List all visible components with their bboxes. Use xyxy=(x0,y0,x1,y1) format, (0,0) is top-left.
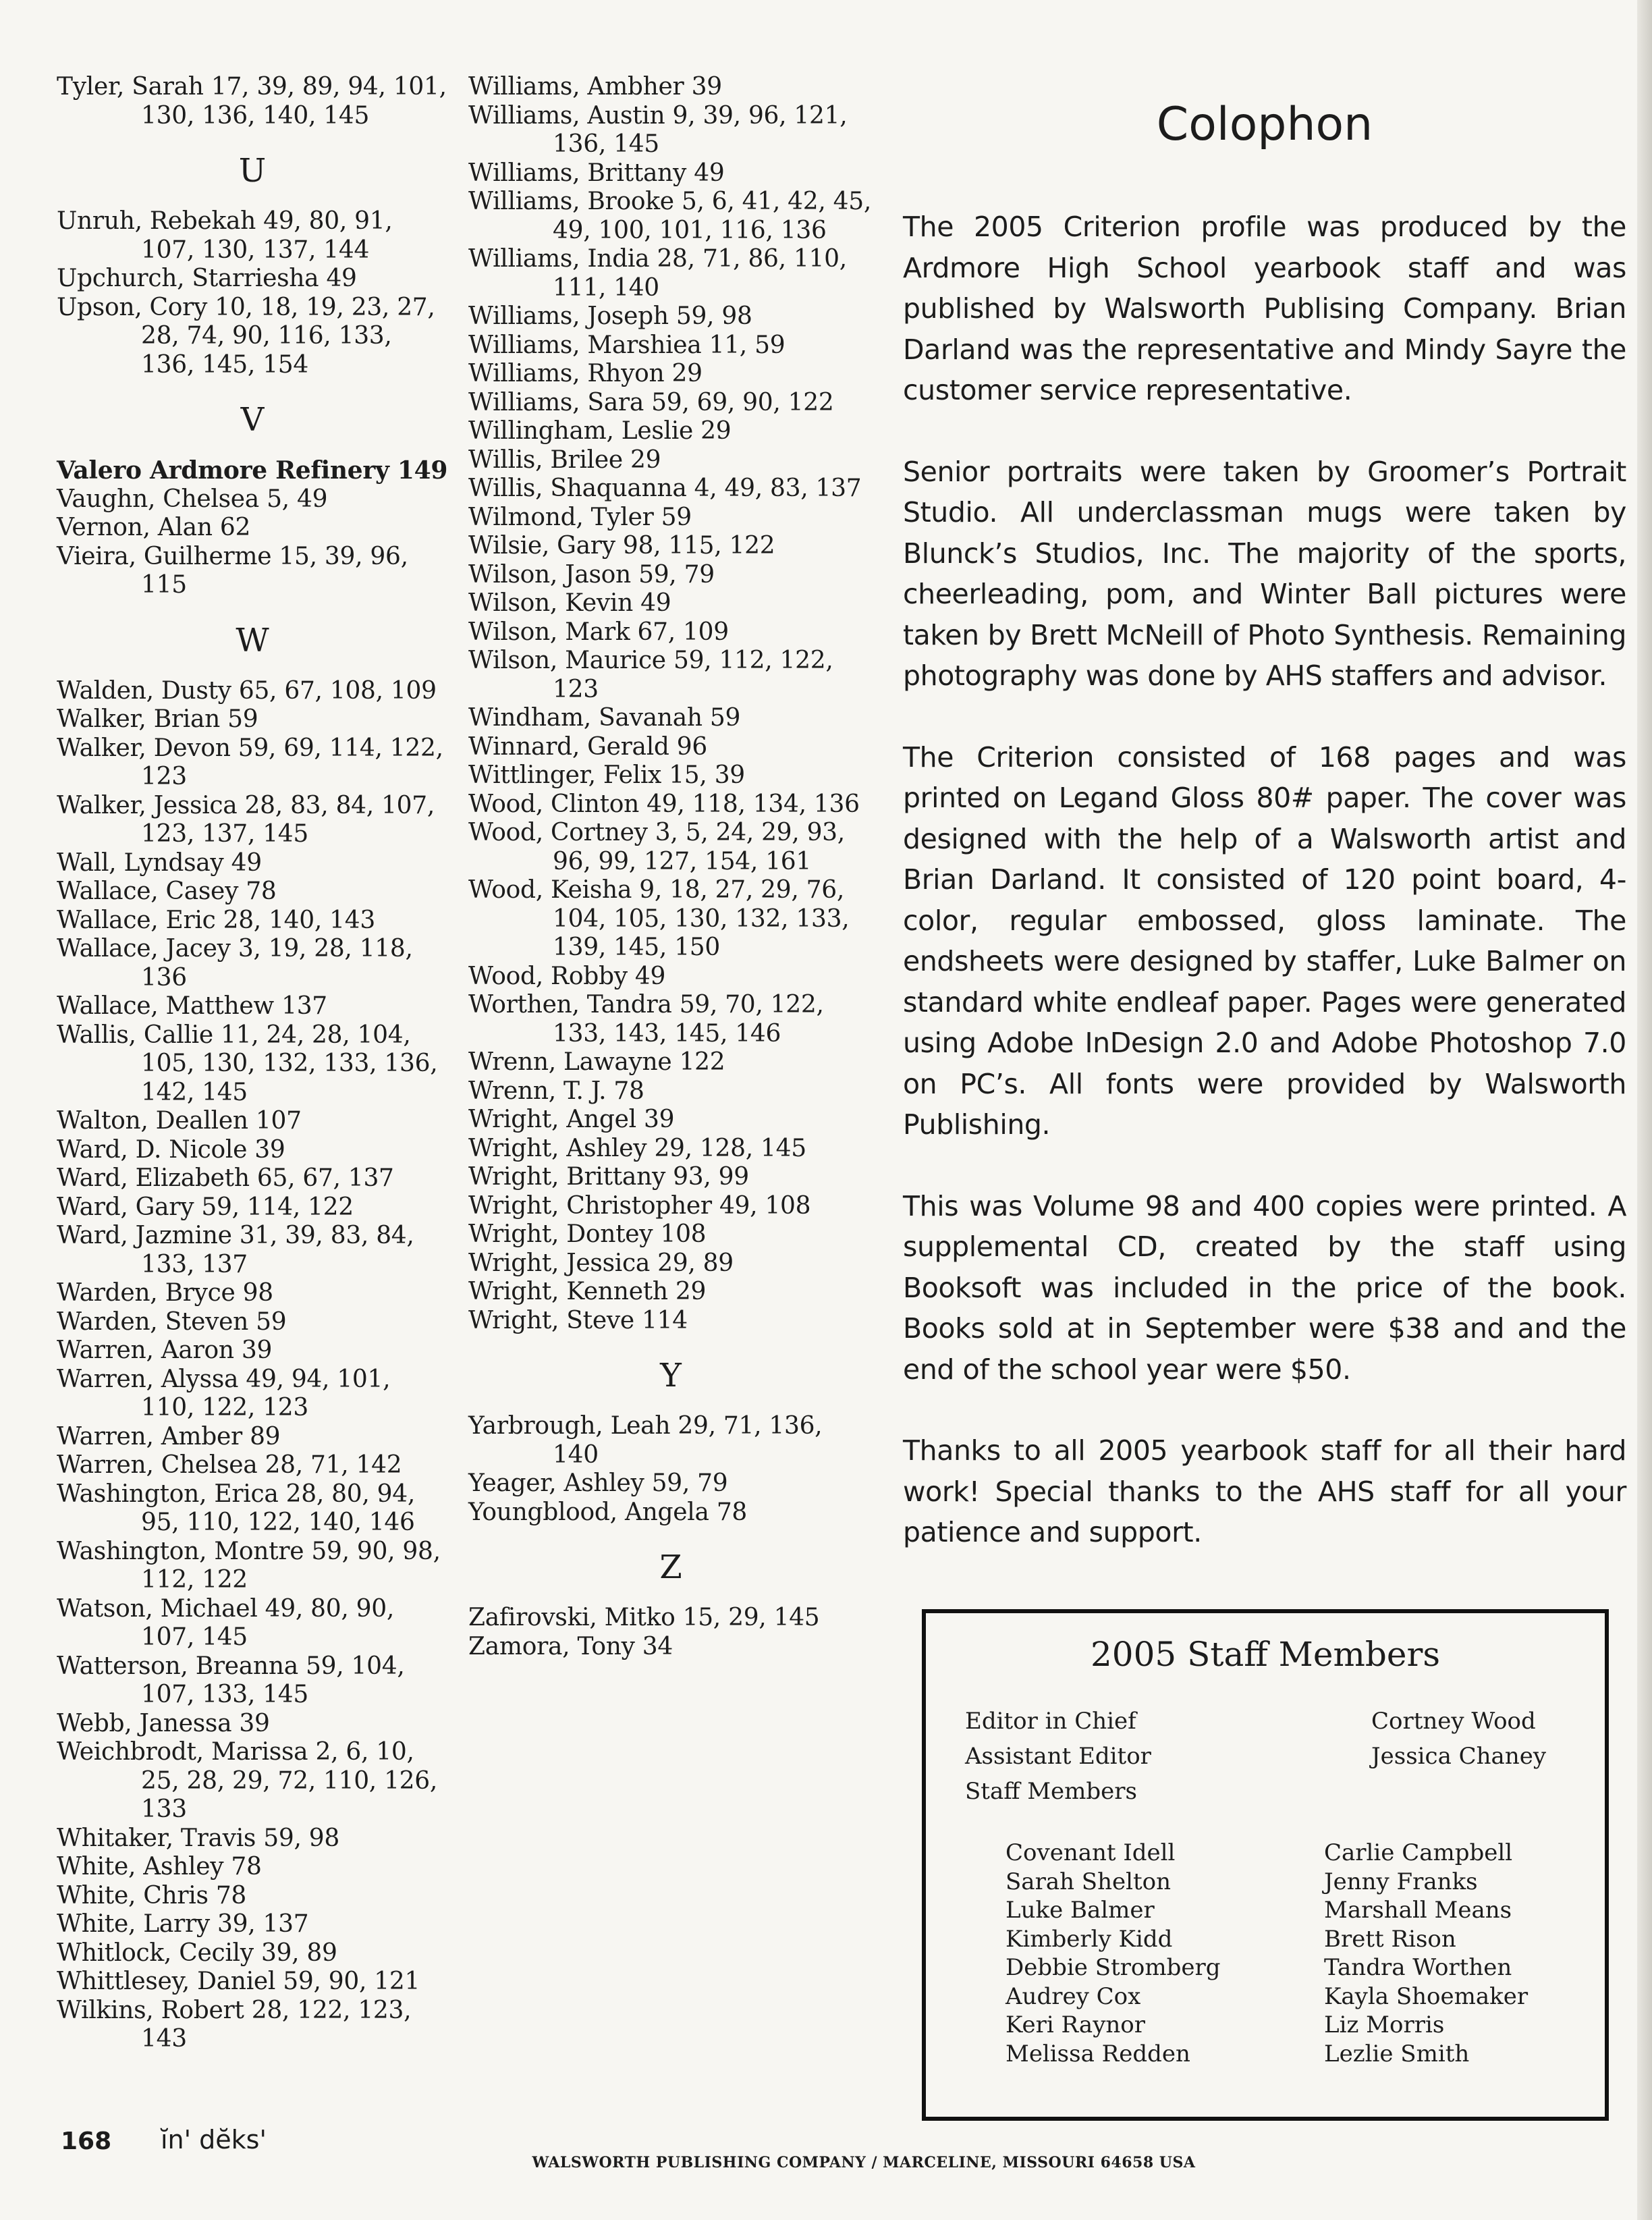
index-entry: Wilkins, Robert 28, 122, 123, 143 xyxy=(57,1996,412,2053)
page-number: 168 xyxy=(61,2128,112,2155)
index-letter-heading: Z xyxy=(659,1548,682,1586)
staff-member-name: Keri Raynor xyxy=(1006,2011,1146,2038)
index-entry: Windham, Savanah 59 xyxy=(468,704,741,732)
index-entry: Watson, Michael 49, 80, 90, 107, 145 xyxy=(57,1594,395,1651)
index-letter-heading: U xyxy=(238,152,267,190)
index-entry: Walker, Jessica 28, 83, 84, 107, 123, 137, 145 xyxy=(57,791,435,848)
index-entry: Upson, Cory 10, 18, 19, 23, 27, 28, 74, 90, 116, 133, 136, 145, 154 xyxy=(57,293,435,379)
index-entry: Williams, Rhyon 29 xyxy=(468,360,703,387)
staff-member-name: Lezlie Smith xyxy=(1324,2040,1470,2067)
index-entry: Williams, Brittany 49 xyxy=(468,159,725,187)
index-entry: Wright, Brittany 93, 99 xyxy=(468,1163,749,1191)
colophon-paragraph: Thanks to all 2005 yearbook staff for all their hard work! Special thanks to the AHS staff for all your patience and support. xyxy=(903,1434,1626,1548)
staff-member-name: Covenant Idell xyxy=(1006,1839,1176,1866)
index-entry: Wallace, Eric 28, 140, 143 xyxy=(57,906,375,934)
index-entry: Wood, Keisha 9, 18, 27, 29, 76, 104, 105, 130, 132, 133, 139, 145, 150 xyxy=(468,876,850,961)
index-letter-heading: V xyxy=(240,401,265,439)
index-entry: Willingham, Leslie 29 xyxy=(468,417,732,445)
index-entry: Williams, Brooke 5, 6, 41, 42, 45, 49, 100, 101, 116, 136 xyxy=(468,188,871,244)
index-entry: Wood, Robby 49 xyxy=(468,962,666,990)
index-entry: Winnard, Gerald 96 xyxy=(468,732,708,761)
index-entry: Ward, D. Nicole 39 xyxy=(57,1135,285,1164)
index-entry: Zafirovski, Mitko 15, 29, 145 xyxy=(468,1604,820,1631)
index-entry: White, Larry 39, 137 xyxy=(57,1910,309,1938)
index-entry: Wilson, Jason 59, 79 xyxy=(468,560,715,589)
staff-members-left-list xyxy=(1006,1839,1221,2068)
index-entry: Wallace, Matthew 137 xyxy=(57,992,327,1020)
index-entry: Wilson, Kevin 49 xyxy=(468,589,671,617)
staff-member-name: Sarah Shelton xyxy=(1006,1868,1172,1895)
editor-in-chief-name: Cortney Wood xyxy=(1371,1708,1536,1735)
index-entry: Wallis, Callie 11, 24, 28, 104, 105, 130, 132, 133, 136, 142, 145 xyxy=(57,1021,438,1106)
index-entry: Wall, Lyndsay 49 xyxy=(57,848,262,877)
index-entry: Williams, Marshiea 11, 59 xyxy=(468,331,786,359)
section-word: ĭn' dĕks' xyxy=(161,2125,267,2155)
index-entry: Ward, Jazmine 31, 39, 83, 84, 133, 137 xyxy=(57,1222,414,1278)
staff-member-name: Jenny Franks xyxy=(1324,1868,1478,1895)
staff-member-name: Carlie Campbell xyxy=(1324,1839,1513,1866)
staff-member-name: Brett Rison xyxy=(1324,1925,1456,1953)
staff-member-name: Liz Morris xyxy=(1324,2011,1445,2038)
staff-box-title: 2005 Staff Members xyxy=(1090,1635,1441,1674)
colophon-section xyxy=(903,94,1626,1594)
index-entry: Watterson, Breanna 59, 104, 107, 133, 145 xyxy=(57,1652,405,1708)
publisher-line: WALSWORTH PUBLISHING COMPANY / MARCELINE, MISSOURI 64658 USA xyxy=(532,2154,1196,2171)
index-entry: Wright, Dontey 108 xyxy=(468,1220,707,1248)
index-entry: Willis, Shaquanna 4, 49, 83, 137 xyxy=(468,475,862,502)
colophon-paragraph: Senior portraits were taken by Groomer’s Portrait Studio. All underclassman mugs were taken by Blunck’s Studios, Inc. The majority of the sports, cheerleading, pom, and Winter Ball pictures were taken by Brett McNeill of Photo Synthesis. Remaining photography was done by AHS staffers and advisor. xyxy=(903,455,1626,692)
index-entry: Webb, Janessa 39 xyxy=(57,1709,270,1737)
colophon-paragraph: This was Volume 98 and 400 copies were printed. A supplemental CD, created by the staff using Booksoft was included in the price of the book. Books sold at in September were $38 and and the end of the school year were $50. xyxy=(903,1189,1626,1386)
index-entry: Walden, Dusty 65, 67, 108, 109 xyxy=(57,676,437,705)
index-entry: Whitlock, Cecily 39, 89 xyxy=(57,1939,337,1967)
index-entry: Upchurch, Starriesha 49 xyxy=(57,265,357,292)
index-entry: Weichbrodt, Marissa 2, 6, 10, 25, 28, 29, 72, 110, 126, 133 xyxy=(57,1738,438,1823)
colophon-title: Colophon xyxy=(1156,98,1373,151)
index-entry: Wood, Clinton 49, 118, 134, 136 xyxy=(468,790,860,818)
index-letter-heading: W xyxy=(236,621,269,659)
index-entry: Warden, Bryce 98 xyxy=(57,1279,273,1307)
index-entry: Walton, Deallen 107 xyxy=(57,1107,302,1135)
index-entry: Vernon, Alan 62 xyxy=(57,514,251,541)
index-entry: Wilsie, Gary 98, 115, 122 xyxy=(468,532,775,560)
index-entry: Yarbrough, Leah 29, 71, 136, 140 xyxy=(468,1412,823,1469)
index-entry: Wright, Christopher 49, 108 xyxy=(468,1191,811,1220)
assistant-editor-label: Assistant Editor xyxy=(965,1743,1151,1770)
index-entry: Walker, Brian 59 xyxy=(57,705,258,733)
staff-members-right-list xyxy=(1324,1839,1528,2068)
index-entry: Wilson, Maurice 59, 112, 122, 123 xyxy=(468,647,833,703)
index-entry: Williams, Ambher 39 xyxy=(468,73,722,101)
index-entry: Wrenn, Lawayne 122 xyxy=(468,1048,725,1076)
index-entry: Williams, Joseph 59, 98 xyxy=(468,302,752,330)
index-entry: Warren, Chelsea 28, 71, 142 xyxy=(57,1451,402,1479)
index-entry: Worthen, Tandra 59, 70, 122, 133, 143, 145, 146 xyxy=(468,991,824,1048)
index-entry: Unruh, Rebekah 49, 80, 91, 107, 130, 137, 144 xyxy=(57,207,393,264)
index-entry: Wright, Jessica 29, 89 xyxy=(468,1249,734,1277)
index-entry: White, Ashley 78 xyxy=(57,1853,262,1880)
index-entry: Zamora, Tony 34 xyxy=(468,1632,673,1660)
staff-member-name: Luke Balmer xyxy=(1006,1897,1155,1924)
index-entry: White, Chris 78 xyxy=(57,1881,247,1910)
staff-member-name: Tandra Worthen xyxy=(1324,1954,1512,1981)
index-entry: Williams, Austin 9, 39, 96, 121, 136, 145 xyxy=(468,101,848,158)
index-entry: Tyler, Sarah 17, 39, 89, 94, 101, 130, 136, 140, 145 xyxy=(57,73,447,130)
index-entry: Warren, Alyssa 49, 94, 101, 110, 122, 123 xyxy=(57,1365,391,1422)
index-entry: Whittlesey, Daniel 59, 90, 121 xyxy=(57,1968,420,1995)
index-entry: Williams, India 28, 71, 86, 110, 111, 140 xyxy=(468,245,847,302)
index-entry: Walker, Devon 59, 69, 114, 122, 123 xyxy=(57,734,443,790)
index-entry: Ward, Gary 59, 114, 122 xyxy=(57,1193,354,1221)
colophon-paragraph: The 2005 Criterion profile was produced by the Ardmore High School yearbook staff and was published by Walsworth Publising Company. Brian Darland was the representative and Mindy Sayre the customer service representative. xyxy=(903,211,1626,406)
index-entry: Wright, Kenneth 29 xyxy=(468,1278,707,1305)
staff-member-name: Kayla Shoemaker xyxy=(1324,1982,1529,2010)
index-entry: Wilson, Mark 67, 109 xyxy=(468,618,729,646)
staff-members-label: Staff Members xyxy=(965,1778,1137,1805)
index-entry: Warren, Amber 89 xyxy=(57,1422,281,1451)
index-entry: Washington, Erica 28, 80, 94, 95, 110, 122, 140, 146 xyxy=(57,1480,415,1536)
index-entry: Willis, Brilee 29 xyxy=(468,445,661,474)
page-edge-shadow xyxy=(1637,0,1652,2220)
index-entry: Warden, Steven 59 xyxy=(57,1307,287,1336)
index-entry: Yeager, Ashley 59, 79 xyxy=(468,1469,728,1497)
index-entry: Whitaker, Travis 59, 98 xyxy=(57,1824,339,1852)
staff-member-name: Marshall Means xyxy=(1324,1897,1512,1924)
index-entry: Vaughn, Chelsea 5, 49 xyxy=(57,485,328,513)
index-entry: Wood, Cortney 3, 5, 24, 29, 93, 96, 99, 127, 154, 161 xyxy=(468,819,845,875)
assistant-editor-name: Jessica Chaney xyxy=(1371,1743,1547,1770)
staff-member-name: Kimberly Kidd xyxy=(1006,1925,1173,1953)
index-letter-heading: Y xyxy=(660,1357,682,1395)
index-entry: Wright, Angel 39 xyxy=(468,1106,675,1133)
index-entry: Youngblood, Angela 78 xyxy=(468,1498,748,1526)
index-column-1 xyxy=(57,73,448,2054)
index-entry: Wrenn, T. J. 78 xyxy=(468,1077,644,1105)
index-entry: Wright, Ashley 29, 128, 145 xyxy=(468,1134,806,1162)
editor-in-chief-label: Editor in Chief xyxy=(965,1708,1136,1735)
index-entry: Washington, Montre 59, 90, 98, 112, 122 xyxy=(57,1537,441,1594)
staff-member-name: Audrey Cox xyxy=(1006,1982,1141,2010)
index-entry: Wittlinger, Felix 15, 39 xyxy=(468,761,745,789)
staff-member-name: Melissa Redden xyxy=(1006,2040,1190,2067)
staff-member-name: Debbie Stromberg xyxy=(1006,1954,1221,1981)
staff-members-box xyxy=(922,1609,1609,2121)
index-entry: Warren, Aaron 39 xyxy=(57,1336,273,1364)
index-entry: Wallace, Jacey 3, 19, 28, 118, 136 xyxy=(57,935,413,992)
index-entry: Wright, Steve 114 xyxy=(468,1306,688,1334)
index-entry: Wallace, Casey 78 xyxy=(57,877,277,905)
index-entry: Ward, Elizabeth 65, 67, 137 xyxy=(57,1164,394,1192)
index-entry: Wilmond, Tyler 59 xyxy=(468,503,692,531)
index-entry: Vieira, Guilherme 15, 39, 96, 115 xyxy=(57,542,408,599)
index-column-2 xyxy=(468,73,873,1661)
index-entry: Williams, Sara 59, 69, 90, 122 xyxy=(468,388,834,416)
index-entry: Valero Ardmore Refinery 149 xyxy=(57,456,448,485)
colophon-paragraph: The Criterion consisted of 168 pages and was printed on Legand Gloss 80# paper. The cover was designed with the help of a Walsworth artist and Brian Darland. It consisted of 120 point board, 4-color, regular embossed, gloss laminate. The endsheets were designed by staffer, Luke Balmer on standard white endleaf paper. Pages were generated using Adobe InDesign 2.0 and Adobe Photoshop 7.0 on PC’s. All fonts were provided by Walsworth Publishing. xyxy=(903,740,1626,1141)
